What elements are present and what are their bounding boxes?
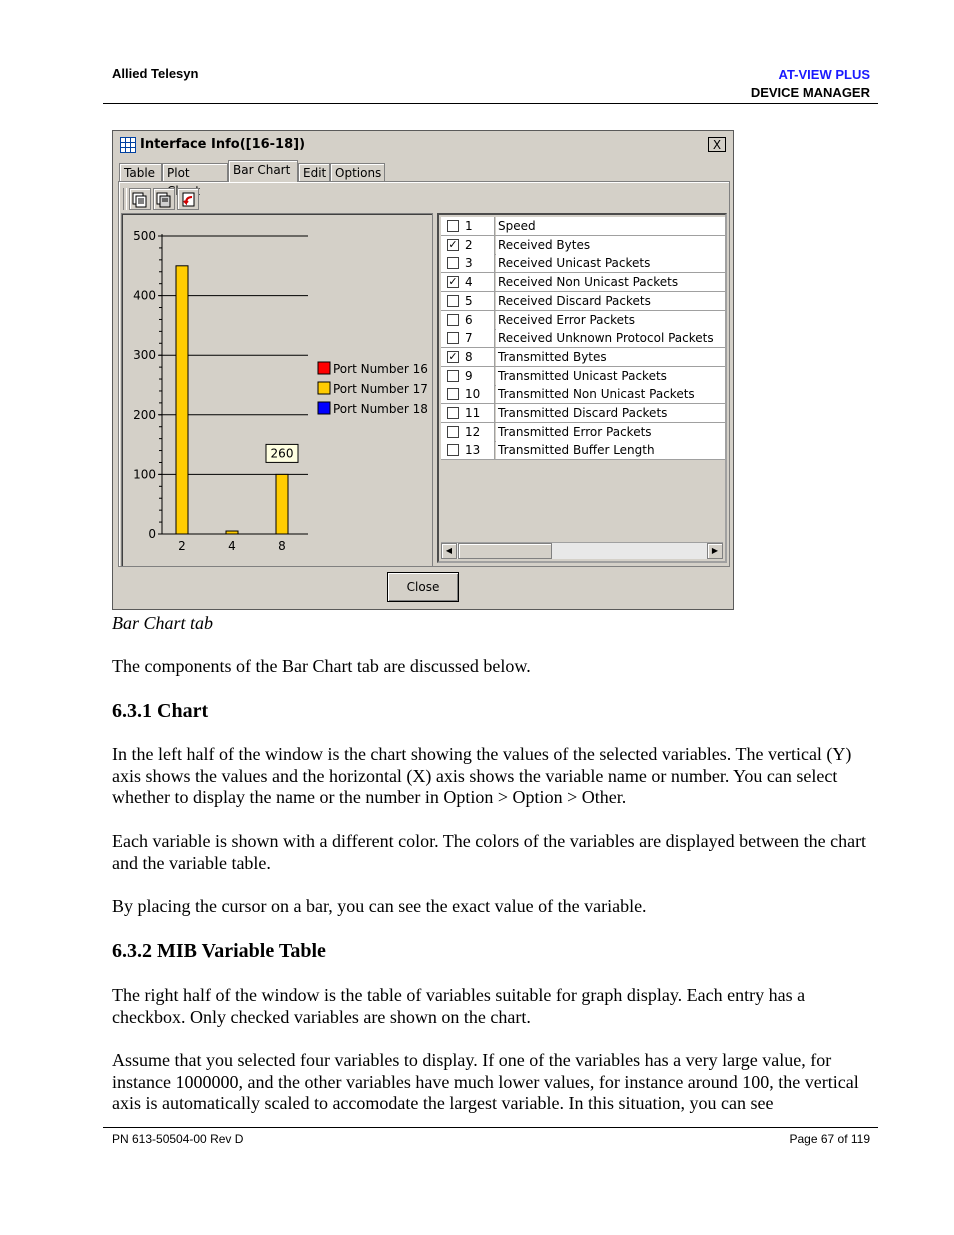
figure-caption: Bar Chart tab [112,613,214,633]
window-title: Interface Info([16-18]) [140,137,306,152]
tab-edit[interactable]: Edit [298,163,330,182]
value-tooltip-text: 260 [270,446,294,461]
variable-number-cell [441,217,495,235]
legend-label: Port Number 16 [333,362,428,376]
variable-checkbox[interactable] [447,257,459,269]
variable-row[interactable] [441,367,725,386]
variable-name: Transmitted Discard Packets [496,404,725,422]
variable-number: 5 [465,293,473,308]
variable-row[interactable] [441,348,725,367]
tab-options[interactable]: Options [330,163,385,182]
variable-name: Received Non Unicast Packets [496,273,725,291]
interface-info-window [112,130,734,610]
y-tick-label: 0 [148,527,156,541]
copy-pages-icon [130,189,150,209]
variable-checkbox[interactable] [447,388,459,400]
footer-page-number: Page 67 of 119 [789,1132,870,1146]
variable-row[interactable] [441,254,725,273]
variable-name: Transmitted Buffer Length [496,441,725,459]
header-product-block [751,66,870,102]
variable-name: Received Discard Packets [496,292,725,310]
variable-checkbox[interactable] [447,332,459,344]
scroll-right-icon[interactable]: ▶ [707,543,723,559]
variable-checkbox[interactable] [447,426,459,438]
grid-app-icon [120,137,136,153]
mib-paragraph-1: The right half of the window is the table of variables suitable for graph display. Each entry has a checkbox. Only checked variables are shown on the chart. [112,985,806,1027]
intro-paragraph: The components of the Bar Chart tab are discussed below. [112,656,531,676]
variable-number-cell [441,311,495,329]
variable-number: 11 [465,406,481,420]
header-section: DEVICE MANAGER [750,85,870,100]
scrollbar-thumb[interactable] [458,543,552,559]
chart-paragraph-3: By placing the cursor on a bar, you can see the exact value of the variable. [112,896,647,916]
bar [226,531,238,534]
variable-name: Transmitted Bytes [496,348,725,366]
legend-swatch [318,362,330,374]
variable-checkbox[interactable] [447,314,459,326]
variable-number: 12 [465,424,481,439]
variable-number-cell [441,404,495,422]
variable-name: Received Unicast Packets [496,254,725,272]
variable-row[interactable] [441,385,725,404]
variable-checkbox[interactable] [447,407,459,419]
variable-number: 1 [465,219,473,233]
variable-number-cell [441,273,495,291]
header-product: AT-VIEW PLUS [778,67,870,82]
variable-number: 10 [465,387,481,402]
legend-label: Port Number 17 [333,382,428,396]
variable-checkbox[interactable] [447,370,459,382]
variable-number-cell [441,236,495,254]
variable-number-cell [441,329,495,347]
variable-row[interactable] [441,311,725,330]
chart-paragraph-2: Each variable is shown with a different color. The colors of the variables are displayed between the chart and the variable table. [112,831,867,873]
variable-number: 8 [465,349,473,364]
variable-row[interactable] [441,292,725,311]
heading-mib-table: 6.3.2 MIB Variable Table [112,940,326,962]
variable-checkbox[interactable]: ✓ [448,275,458,289]
bar-chart-panel [118,181,730,567]
variable-checkbox[interactable] [447,444,459,456]
header-company: Allied Telesyn [112,66,199,81]
close-button[interactable]: Close [387,572,459,602]
toolbar-separator [123,188,127,210]
paste-pages-icon [154,189,174,209]
bar [276,474,288,534]
x-tick-label: 4 [228,539,236,553]
variable-name: Received Error Packets [496,311,725,329]
variable-checkbox[interactable]: ✓ [448,349,458,363]
variable-name: Transmitted Non Unicast Packets [496,385,725,403]
title-bar[interactable] [116,134,730,156]
variable-name: Speed [496,217,725,235]
variable-name: Transmitted Error Packets [496,423,725,441]
variable-row[interactable] [441,217,725,236]
legend-swatch [318,382,330,394]
toolbar-button-3[interactable] [177,188,199,210]
y-tick-label: 100 [133,467,156,482]
variable-number: 7 [465,331,473,346]
variable-checkbox[interactable]: ✓ [448,237,458,251]
footer-part-number: PN 613-50504-00 Rev D [112,1132,244,1146]
mib-paragraph-2: Assume that you selected four variables to display. If one of the variables has a very large value, for instance 1000000, and the other variables have much lower values, for instance around 100, the vertical axis is automatically scaled to accomodate the largest variable. In this situation, you can see [112,1050,859,1113]
variable-row[interactable] [441,423,725,442]
tab-plot-chart[interactable]: Plot [162,163,228,182]
variable-number-cell [441,423,495,441]
chart-pane [121,213,433,567]
undo-arrow-icon [178,189,198,209]
footer-divider [103,1127,878,1128]
y-tick-label: 400 [133,288,156,303]
variable-number: 2 [465,237,473,252]
y-tick-label: 300 [133,348,156,363]
header-divider [103,103,878,104]
tab-bar-chart[interactable]: Bar Chart [228,160,298,182]
mib-variable-table [437,213,727,563]
variable-number-cell [441,348,495,366]
y-tick-label: 500 [133,229,156,243]
toolbar-button-2[interactable] [153,188,175,210]
variable-row[interactable] [441,329,725,348]
variable-name: Received Unknown Protocol Packets [496,329,725,347]
scroll-left-icon[interactable]: ◀ [441,543,457,559]
legend-swatch [318,402,330,414]
bar [176,266,188,534]
variable-number-cell [441,254,495,272]
variable-checkbox[interactable] [447,295,459,307]
toolbar-button-1[interactable] [129,188,151,210]
bar-chart [122,214,432,566]
legend-label: Port Number 18 [333,402,428,416]
tab-table[interactable]: Table [119,163,162,182]
variable-number: 6 [465,312,473,327]
horizontal-scrollbar[interactable] [441,542,723,559]
variable-number-cell [441,385,495,403]
variable-number-cell [441,367,495,385]
y-tick-label: 200 [133,407,156,422]
chart-paragraph-1: In the left half of the window is the chart showing the values of the selected variables. The vertical (Y) axis shows the values and the horizontal (X) axis shows the variable name or number. You can select whether to display the name or the number in Option > Option > Other. [112,744,852,807]
variable-checkbox[interactable] [447,220,459,232]
window-close-icon[interactable]: X [708,137,726,152]
variable-row[interactable] [441,273,725,292]
variable-row[interactable] [441,236,725,255]
variable-number: 3 [465,256,473,271]
variable-number-cell [441,292,495,310]
x-tick-label: 8 [278,539,286,553]
variable-row[interactable] [441,404,725,423]
variable-row[interactable] [441,441,725,460]
heading-chart: 6.3.1 Chart [112,700,209,722]
variable-name: Received Bytes [496,236,725,254]
variable-number: 9 [465,368,473,383]
variable-number: 4 [465,275,473,290]
variable-number: 13 [465,443,481,458]
variable-name: Transmitted Unicast Packets [496,367,725,385]
x-tick-label: 2 [178,539,186,553]
variable-number-cell [441,441,495,459]
